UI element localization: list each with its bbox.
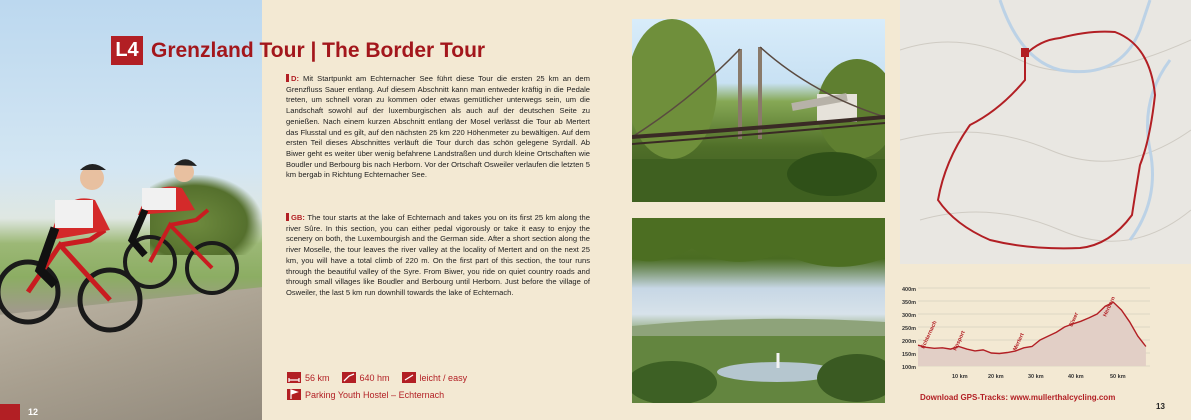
distance-icon [287, 372, 301, 383]
difficulty-value: leicht / easy [419, 372, 468, 383]
german-label: D: [291, 74, 300, 83]
climb-icon [342, 372, 356, 383]
english-text: The tour starts at the lake of Echternach and takes you on its first 25 km along the river Sûre. In this section, you can either pedal vigorously or take it easy to enjoy the scenery on both, the Luxembourgish and the German side. After a short section along the river Moselle, the tour leaves the river valley at the locality of Mertert and on the next 25 km, you will have a total climb of 220 m. On the first part of this section, the tour runs through the beautiful valley of the Syre. From Biwer, you ride on quiet country roads and through small villages like Boudler and Berbourg until Herborn. Just before the village of Osweiler, the last 5 km run downhill towards the lake of Echternach. [286, 213, 590, 297]
lake-photo [632, 218, 885, 403]
x-tick-50: 50 km [1110, 374, 1126, 380]
y-tick-350: 350m [902, 300, 917, 306]
difficulty-icon [402, 372, 416, 383]
climb-value: 640 hm [359, 372, 390, 383]
climb-fact [342, 372, 390, 383]
place-mertert: Mertert [1012, 332, 1026, 352]
difficulty-fact [402, 372, 468, 383]
place-echternach: Echternach [920, 320, 939, 350]
place-biwer: Biwer [1068, 311, 1081, 328]
parking-fact [287, 389, 444, 400]
elevation-x-axis-labels [952, 374, 1126, 380]
y-tick-100: 100m [902, 365, 917, 371]
gps-download-link[interactable]: Download GPS-Tracks: www.mullerthalcycling.com [920, 393, 1116, 402]
tour-facts [287, 369, 479, 403]
y-tick-150: 150m [902, 352, 917, 358]
distance-fact [287, 372, 330, 383]
x-tick-10: 10 km [952, 374, 968, 380]
parking-icon [287, 389, 301, 400]
page-number-right: 13 [1156, 402, 1165, 411]
tour-title: Grenzland Tour | The Border Tour [151, 38, 486, 62]
y-tick-400: 400m [902, 287, 917, 293]
y-tick-250: 250m [902, 326, 917, 332]
tour-heading [111, 36, 485, 65]
german-text: Mit Startpunkt am Echternacher See führt diese Tour die ersten 25 km an dem Grenzfluss Sauer entlang. Auf diesem Abschnitt kann man entweder kräftig in die Pedale treten, um schnell voran zu kommen oder etwas gemütlicher unterwegs sein, um die Landschaft sowohl auf der luxemburgischen als auch auf der deutschen Seite zu genießen. Nach einem kurzen Abschnitt entlang der Mosel verlässt die Tour ab Mertert das Flusstal und es gilt, auf den nächsten 25 km 220 Höhenmeter zu bewältigen. Auf dem ersten Teil dieses Abschnittes verläuft die Tour durch das schön gelegene Syrdall. Ab Biwer geht es weiter über wenig befahrene Landstraßen und durch kleine Ortschaften wie Boudler und Berbourg bis nach Herborn. Vor der Ortschaft Osweiler verlaufen die letzten 5 km bergab in Richtung Echternacher See. [286, 74, 590, 180]
place-rosport: Rosport [952, 330, 967, 352]
x-tick-30: 30 km [1028, 374, 1044, 380]
route-map [900, 0, 1191, 264]
english-description [286, 213, 590, 299]
place-herborn: Herborn [1102, 295, 1117, 318]
elevation-area [918, 302, 1146, 366]
x-tick-40: 40 km [1068, 374, 1084, 380]
y-tick-300: 300m [902, 313, 917, 319]
english-label: GB: [291, 213, 305, 222]
page-number-left: 12 [28, 407, 39, 417]
tour-code-badge: L4 [111, 36, 143, 65]
elevation-y-axis-labels [902, 287, 916, 371]
section-marker [286, 74, 289, 82]
elevation-profile [900, 279, 1191, 384]
german-description [286, 74, 590, 181]
y-tick-200: 200m [902, 339, 917, 345]
bridge-photo [632, 19, 885, 202]
section-marker [286, 213, 289, 221]
x-tick-20: 20 km [988, 374, 1004, 380]
parking-value: Parking Youth Hostel – Echternach [305, 389, 445, 400]
distance-value: 56 km [305, 372, 330, 383]
